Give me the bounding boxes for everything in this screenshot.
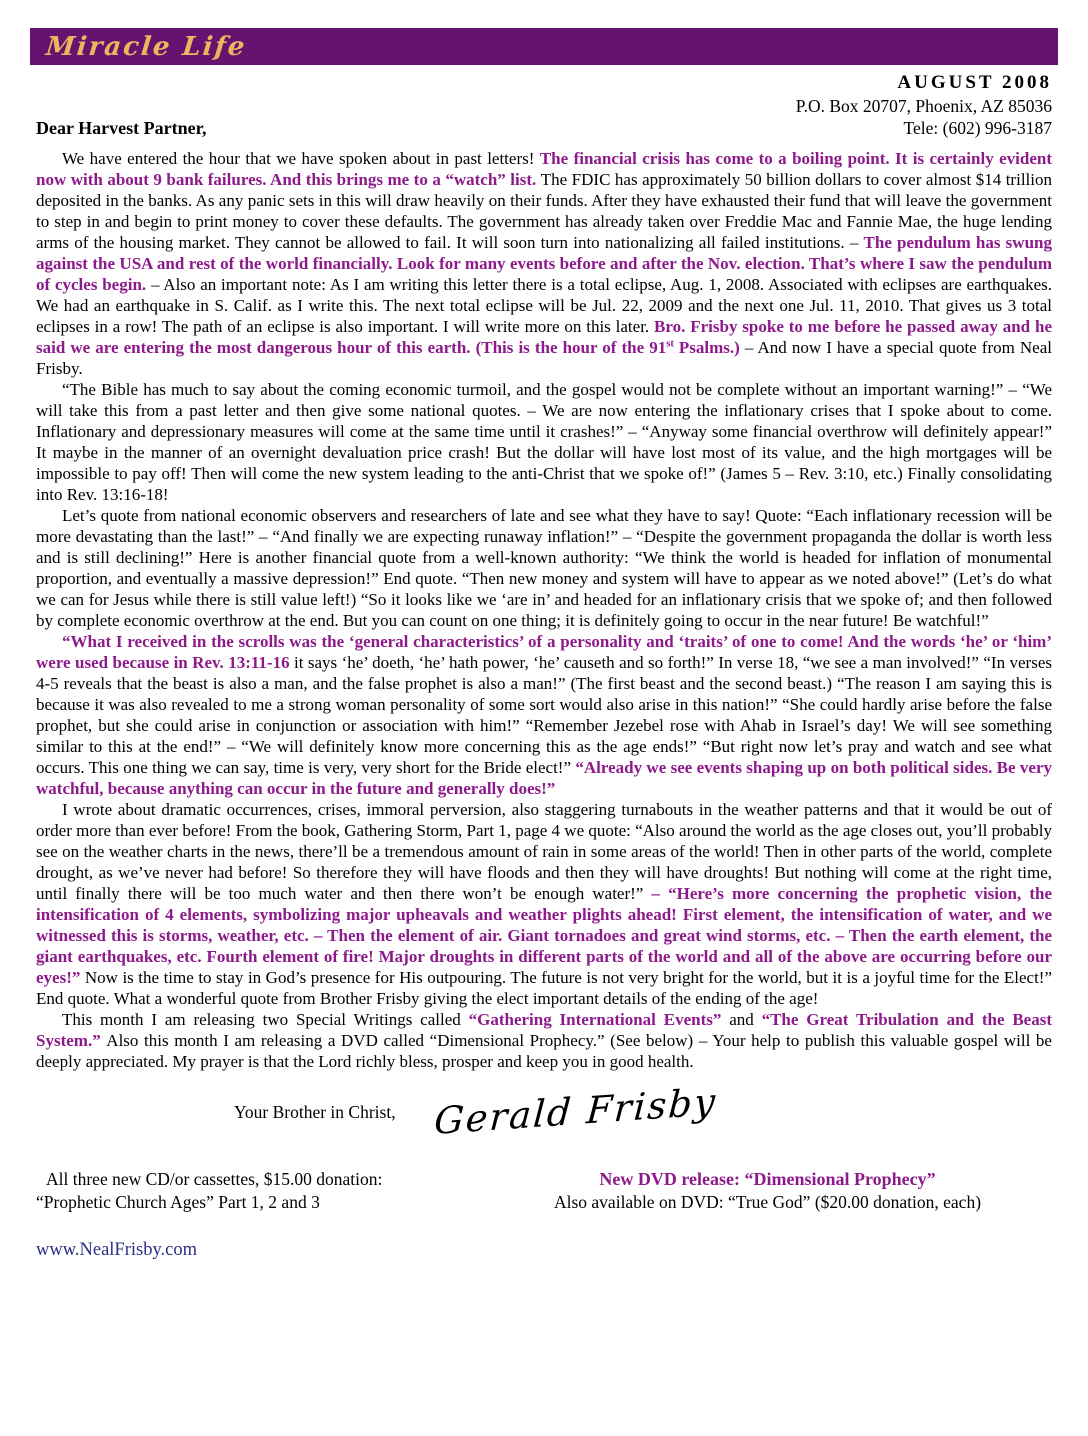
dvd-offer-line2: Also available on DVD: “True God” ($20.00 donation, each) [553,1192,982,1213]
salutation-row [36,118,1052,139]
dvd-offer [483,1168,1052,1214]
website-link[interactable]: www.NealFrisby.com [36,1240,197,1261]
brand-logo: Miracle Life [44,31,248,62]
letter-paragraph: This month I am releasing two Special Writings called “Gathering International Events” and “The Great Tribulation and the Beast System.” Also this month I am releasing a DVD called “Dimensional Prophecy.” (See below) – Your help to publish this valuable gospel will be deeply appreciated. My prayer is that the Lord richly bless, prosper and keep you in good health. [36,1010,1053,1072]
offers-row [36,1168,1052,1214]
valediction: Your Brother in Christ, [234,1102,396,1123]
letter-body [36,148,1052,1072]
letter-paragraph: “What I received in the scrolls was the ‘general characteristics’ of a personality and ‘traits’ of one to come! And the words ‘he’ or ‘him’ were used because in Rev. 13:11-16 it says ‘he’ doeth, ‘he’ hath power, ‘he’ causeth and so forth!” In verse 18, “we see a man involved!” “In verses 4-5 reveals that the beast is also a man, and the false prophet is also a man!” (The first beast and the second beast.) “The reason I am saying this is because it was also revealed to me a strong woman personality of some sort would also arise in this nation!” “She could hardly arise before the false prophet, but she could arise in conjunction or association with him!” “Remember Jezebel rose with Ahab in Israel’s day! We will see something similar to this at the end!” – “We will definitely know more concerning this as the age ends!” “But right now let’s pray and watch and see what occurs. This one thing we can say, time is very, very short for the Bride elect!” “Already we see events shaping up on both political sides. Be very watchful, because anything can occur in the future and generally does!” [36,632,1052,799]
po-box-address: P.O. Box 20707, Phoenix, AZ 85036 [795,96,1052,117]
signature: Gerald Frisby [432,1080,718,1144]
cd-offer-line1: All three new CD/or cassettes, $15.00 donation: [46,1169,383,1190]
letter-paragraph: Let’s quote from national economic observers and researchers of late and see what they have to say! Quote: “Each inflationary recession will be more devastating than the last!” – “And finally we are expecting runaway inflation!” – “Despite the government propaganda the dollar is worth less and is still declining!” Here is another financial quote from a well-known authority: “We think the world is headed for inflation of monumental proportion, and eventually a massive depression!” End quote. “Then new money and system will have to appear as we noted above!” (Let’s do what we can for Jesus while there is still value left!) “So it looks like we ‘are in’ and headed for an inflationary crisis that we spoke of; and then followed by complete economic overthrow at the end. But you can count on one thing; it is definitely going to occur in the near future! Be watchful!” [36,506,1052,631]
letter-page [0,28,1088,1261]
cd-offer-line2: “Prophetic Church Ages” Part 1, 2 and 3 [36,1192,320,1213]
salutation: Dear Harvest Partner, [36,118,207,139]
phone-number: Tele: (602) 996-3187 [903,118,1052,139]
letter-paragraph: I wrote about dramatic occurrences, crises, immoral perversion, also staggering turnabouts in the weather patterns and that it would be out of order more than ever before! From the book, Gathering Storm, Part 1, page 4 we quote: “Also around the world as the age closes out, you’ll probably see on the weather charts in the news, there’ll be a tremendous amount of rain in some areas of the world! Then in other parts of the world, complete drought, as we’ve never had before! So therefore they will have floods and then they will have droughts! But nothing will come at the right time, until finally there will be too much water and then there won’t be enough water!” – “Here’s more concerning the prophetic vision, the intensification of 4 elements, symbolizing major upheavals and weather plights ahead! First element, the intensification of water, and we witnessed this is storms, weather, etc. – Then the element of air. Giant tornadoes and great wind storms, etc. – Then the earth element, the giant earthquakes, etc. Fourth element of fire! Major droughts in different parts of the world and all of the above are occurring before our eyes!” Now is the time to stay in God’s presence for His outpouring. The future is not very bright for the world, but it is a joyful time for the Elect!” End quote. What a wonderful quote from Brother Frisby giving the elect important details of the ending of the age! [36,800,1053,1009]
issue-date: AUGUST 2008 [897,72,1052,93]
letterhead [36,72,1052,117]
masthead-bar [30,28,1058,65]
letter-paragraph: “The Bible has much to say about the coming economic turmoil, and the gospel would not be complete without an important warning!” – “We will take this from a past letter and then give some national quotes. – We are now entering the inflationary crises that I spoke about to come. Inflationary and depressionary measures will come at the same time until it crashes!” – “Anyway some financial overthrow will definitely appear!” It maybe in the manner of an overnight devaluation price crash! But the dollar will have lost most of its value, and the high mortgages will be impossible to pay off! Then will come the new system leading to the anti-Christ that we spoke of!” (James 5 – Rev. 3:10, etc.) Finally consolidating into Rev. 13:16-18! [36,380,1052,505]
closing-row [36,1080,1052,1162]
cd-offer [36,1168,483,1214]
dvd-offer-line1: New DVD release: “Dimensional Prophecy” [599,1169,936,1190]
letter-paragraph: We have entered the hour that we have spoken about in past letters! The financial crisis has come to a boiling point. It is certainly evident now with about 9 bank failures. And this brings me to a “watch” list. The FDIC has approximately 50 billion dollars to cover almost $14 trillion deposited in the banks. As any panic sets in this will draw heavily on their funds. After they have exhausted their fund that will leave the government to step in and begin to print money to cover these defaults. The government has already taken over Freddie Mac and Fannie Mae, the huge lending arms of the housing market. They cannot be allowed to fail. It will soon turn into nationalizing all failed institutions. – The pendulum has swung against the USA and rest of the world financially. Look for many events before and after the Nov. election. That’s where I saw the pendulum of cycles begin. – Also an important note: As I am writing this letter there is a total eclipse, Aug. 1, 2008. Associated with eclipses are earthquakes. We had an earthquake in S. Calif. as I write this. The next total eclipse will be Jul. 22, 2009 and the next one Jul. 11, 2010. That gives us 3 total eclipses in a row! The path of an eclipse is also important. I will write more on this later. Bro. Frisby spoke to me before he passed away and he said we are entering the most dangerous hour of this earth. (This is the hour of the 91st Psalms.) – And now I have a special quote from Neal Frisby. [36,149,1052,379]
